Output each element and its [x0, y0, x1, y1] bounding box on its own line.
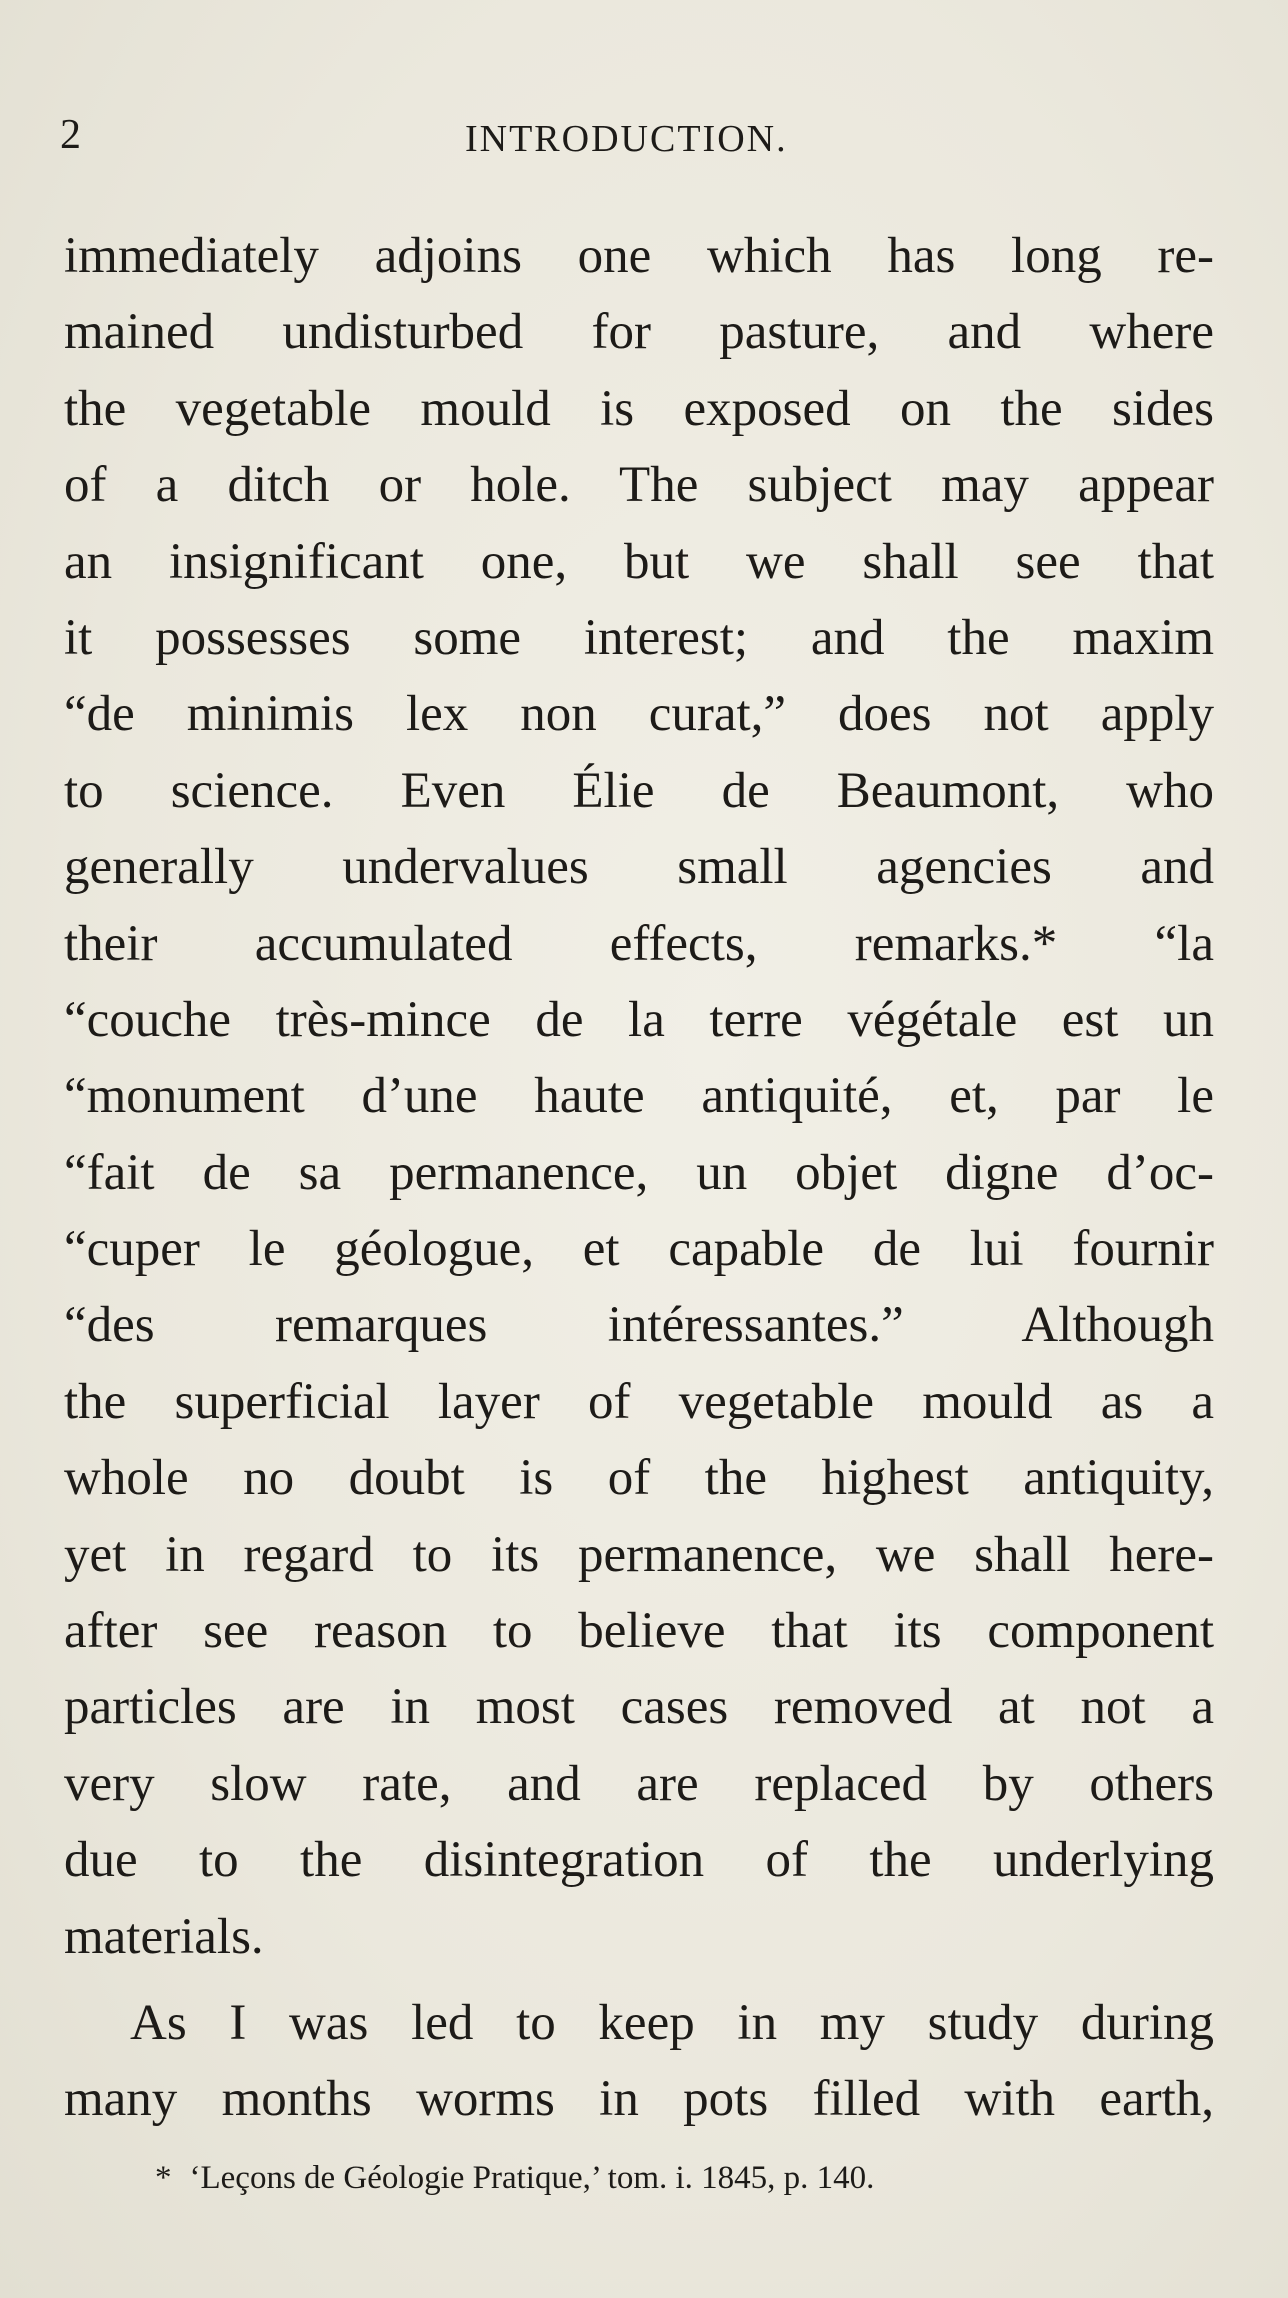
page-number: 2: [60, 112, 81, 158]
text-line: the superficial layer of vegetable mould as a: [64, 1373, 1214, 1430]
paragraph-gap: [64, 1975, 1214, 1985]
text-line: after see reason to believe that its component: [64, 1603, 1214, 1660]
text-line: to science. Even Élie de Beaumont, who: [64, 762, 1214, 819]
text-line: generally undervalues small agencies and: [64, 839, 1214, 896]
text-line: “fait de sa permanence, un objet digne d’oc-: [64, 1144, 1214, 1201]
body-text: [64, 218, 1214, 2138]
text-line: of a ditch or hole. The subject may appear: [64, 457, 1214, 514]
text-line: their accumulated effects, remarks.* “la: [64, 915, 1214, 972]
text-line: “des remarques intéressantes.” Although: [64, 1297, 1214, 1354]
footnote-marker: *: [155, 2160, 172, 2196]
text-line: whole no doubt is of the highest antiquity,: [64, 1450, 1214, 1507]
running-head: INTRODUCTION.: [465, 118, 788, 160]
text-line: “couche très-mince de la terre végétale est un: [64, 991, 1214, 1048]
text-line: very slow rate, and are replaced by others: [64, 1755, 1214, 1812]
footnote-text: ‘Leçons de Géologie Pratique,’ tom. i. 1845, p. 140.: [189, 2160, 875, 2196]
text-line: As I was led to keep in my study during: [130, 1994, 1214, 2051]
text-line: immediately adjoins one which has long re-: [64, 228, 1214, 284]
footnote: [155, 2148, 874, 2208]
text-line: yet in regard to its permanence, we shall here-: [64, 1526, 1214, 1583]
text-line: many months worms in pots filled with earth,: [64, 2071, 1214, 2128]
text-line: particles are in most cases removed at not a: [64, 1679, 1214, 1736]
text-line: materials.: [64, 1908, 264, 1965]
text-line: “monument d’une haute antiquité, et, par le: [64, 1068, 1214, 1125]
text-line: due to the disintegration of the underlying: [64, 1832, 1214, 1889]
text-line: an insignificant one, but we shall see that: [64, 533, 1214, 590]
page-header: [60, 100, 1210, 170]
text-line: mained undisturbed for pasture, and where: [64, 304, 1214, 361]
text-line: it possesses some interest; and the maxim: [64, 609, 1214, 666]
text-line: “cuper le géologue, et capable de lui fournir: [64, 1221, 1214, 1278]
text-line: “de minimis lex non curat,” does not apply: [64, 686, 1214, 743]
text-line: the vegetable mould is exposed on the sides: [64, 380, 1214, 437]
